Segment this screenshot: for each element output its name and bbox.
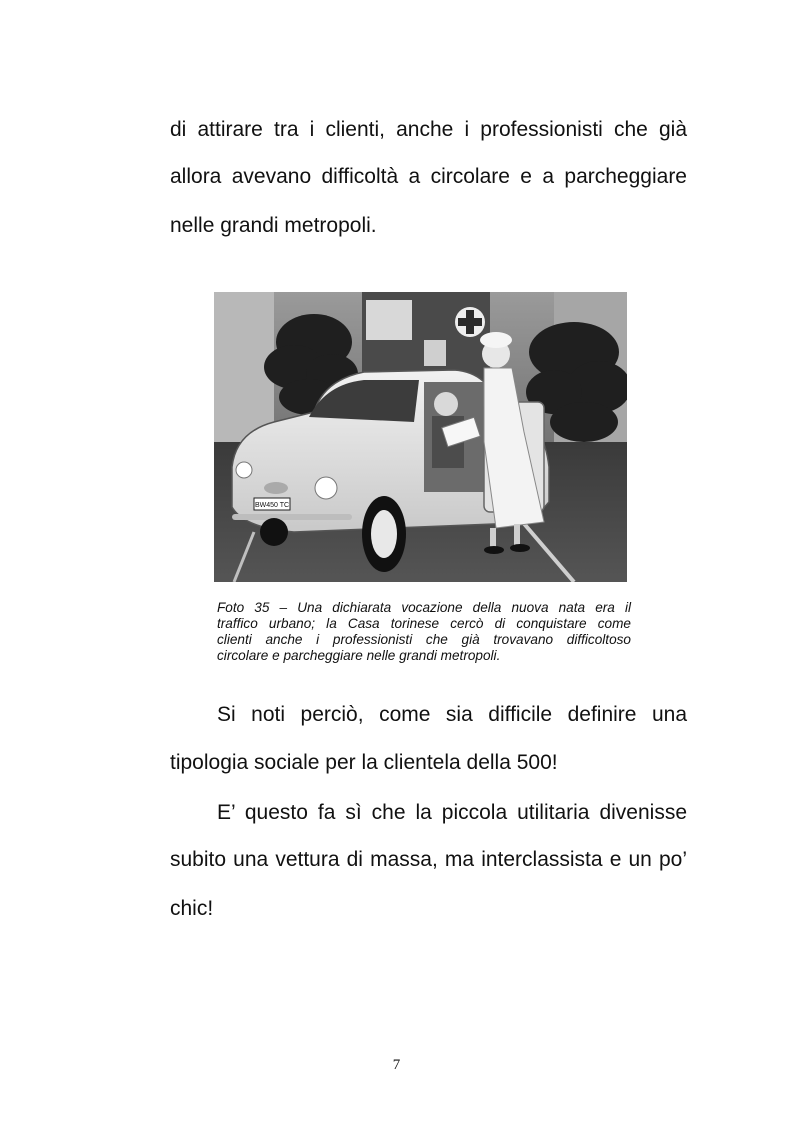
- paragraph-line: subito una vettura di massa, ma interclassista e un po’: [170, 848, 687, 871]
- caption-line: Foto 35 – Una dichiarata vocazione della nuova nata era il: [217, 600, 631, 615]
- paragraph-line: di attirare tra i clienti, anche i professionisti che già: [170, 118, 687, 141]
- license-plate-text: BW450 TC: [254, 502, 290, 509]
- paragraph-line: tipologia sociale per la clientela della 500!: [170, 751, 558, 774]
- paragraph-line: nelle grandi metropoli.: [170, 214, 377, 237]
- photo-illustration: [214, 292, 627, 582]
- fiat-500-photo: [214, 292, 627, 582]
- page-number: 7: [392, 1057, 401, 1073]
- caption-line: circolare e parcheggiare nelle grandi metropoli.: [217, 648, 501, 663]
- figure-caption: [217, 600, 631, 664]
- caption-line: clienti anche i professionisti che già trovavano difficoltoso: [217, 632, 631, 647]
- paragraph-line: chic!: [170, 897, 214, 920]
- caption-line: traffico urbano; la Casa torinese cercò di conquistare come: [217, 616, 631, 631]
- paragraph-line: E’ questo fa sì che la piccola utilitaria divenisse: [217, 801, 687, 824]
- paragraph-line: Si noti perciò, come sia difficile definire una: [217, 703, 687, 726]
- paragraph-line: allora avevano difficoltà a circolare e a parcheggiare: [170, 165, 687, 188]
